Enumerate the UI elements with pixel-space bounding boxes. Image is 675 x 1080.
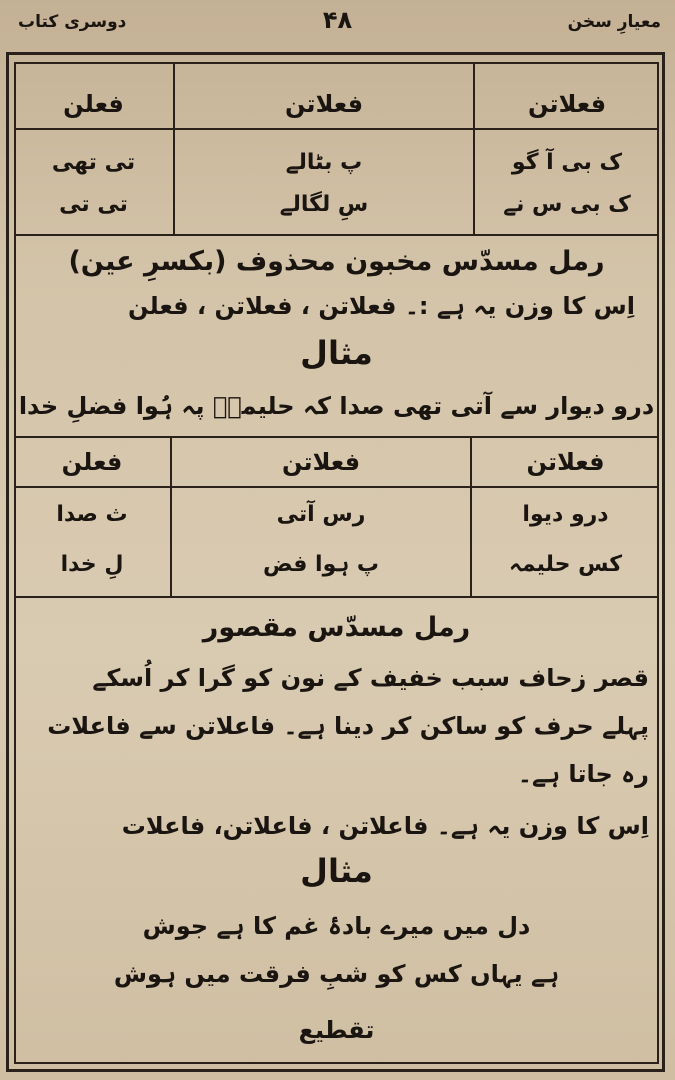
table-cell: ک بی س نے: [503, 192, 631, 217]
table-cell: تی تھی: [51, 150, 136, 175]
book-title: معیارِ سخن: [567, 12, 661, 32]
section-title: رمل مسدّس مقصور: [202, 612, 471, 643]
example-verse-line: دل میں میرے بادۂ غم کا ہے جوش: [142, 912, 531, 940]
table-cell: رس آتی: [276, 502, 366, 527]
paragraph-line: پہلے حرف کو ساکن کر دینا ہے۔ فاعلاتن سے فاعلات: [47, 712, 649, 740]
table-rule: [14, 436, 659, 438]
table-cell: سِ لگالے: [279, 192, 369, 217]
table-cell: پ بٹالے: [285, 150, 363, 175]
table-header-cell: فعلاتن: [527, 90, 607, 118]
page-header: [0, 0, 675, 52]
table-rule: [14, 486, 659, 488]
section-title: رمل مسدّس مخبون محذوف (بکسرِ عین): [68, 246, 605, 277]
table-header-cell: فعلن: [63, 90, 124, 118]
table-cell: ث صدا: [56, 502, 128, 527]
table-cell: لِ خدا: [60, 552, 124, 577]
paragraph-line: قصر زحاف سبب خفیف کے نون کو گرا کر اُسکے: [92, 664, 649, 692]
wazn-line: اِس کا وزن یہ ہے :۔ فعلاتن ، فعلاتن ، فعلن: [127, 292, 635, 320]
table-cell: تی تی: [59, 192, 128, 217]
table-cell: پ ہوا فض: [262, 552, 380, 577]
example-verse-line: ہے یہاں کس کو شبِ فرقت میں ہوش: [113, 960, 560, 988]
table-cell: درو دیوا: [522, 502, 609, 527]
table-header-cell: فعلاتن: [281, 448, 361, 476]
table-header-cell: فعلاتن: [284, 90, 364, 118]
table-header-cell: فعلن: [61, 448, 123, 476]
table-header-cell: فعلاتن: [526, 448, 605, 476]
taqti-heading: تقطیع: [298, 1016, 375, 1044]
page-number: ۴۸: [322, 6, 353, 34]
mithal-heading: مثال: [300, 852, 373, 890]
wazn-line: اِس کا وزن یہ ہے۔ فاعلاتن ، فاعلاتن، فاعلات: [121, 812, 649, 840]
table-cell: ک بی آ گو: [511, 150, 623, 175]
book-part-label: دوسری کتاب: [18, 12, 127, 32]
table-rule: [14, 234, 659, 236]
paragraph-line: رہ جاتا ہے۔: [517, 760, 649, 788]
mithal-heading: مثال: [300, 334, 373, 372]
table-rule: [14, 128, 659, 130]
table-cell: کس حلیمہ: [508, 552, 622, 577]
example-verse: درو دیوار سے آتی تھی صدا کہ حلیمہؓ پہ ہُوا فضلِ خدا: [18, 392, 655, 420]
table-rule: [14, 596, 659, 598]
